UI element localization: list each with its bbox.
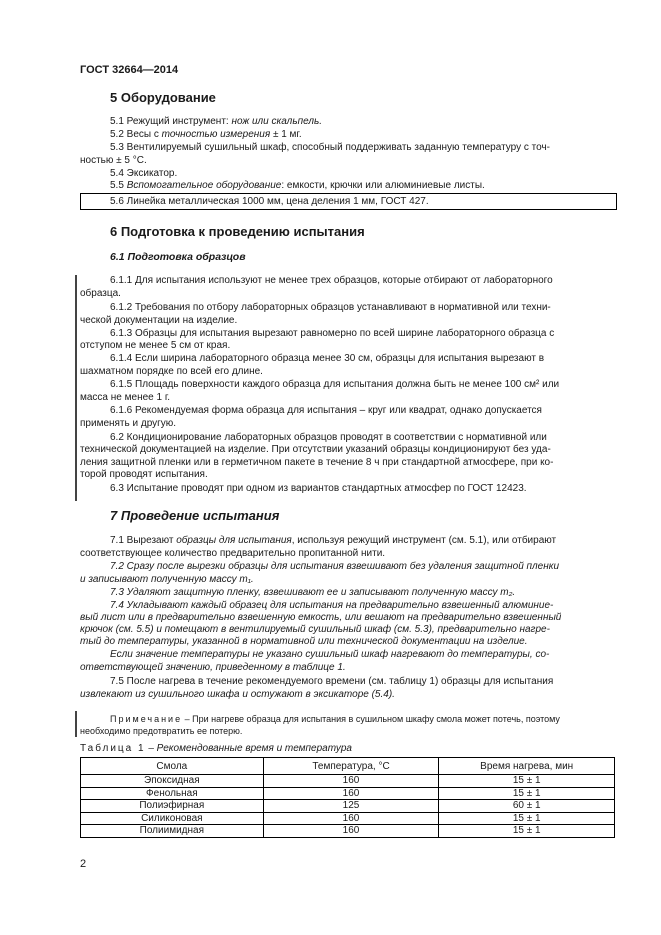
para-6-1-6: 6.1.6 Рекомендуемая форма образца для испытания – круг или квадрат, однако допускается xyxy=(110,405,542,416)
para-7-2-cont: и записывают полученную массу m₁. xyxy=(80,574,254,585)
cell-time: 15 ± 1 xyxy=(439,825,615,838)
header-resin: Смола xyxy=(81,758,264,775)
table-row xyxy=(81,775,615,788)
cell-resin: Полиэфирная xyxy=(81,800,264,813)
para-6-2-l2: технической документацией на изделие. При отсутствии указаний образцы кондиционируют без уда- xyxy=(80,444,551,455)
note-change-bar xyxy=(75,711,77,737)
note: Примечание – При нагреве образца для испытания в сушильном шкафу смола может потечь, поэтому xyxy=(110,714,560,724)
para-6-1-1-cont: образца. xyxy=(80,288,121,299)
para-6-1-5-cont: масса не менее 1 г. xyxy=(80,392,171,403)
table-1 xyxy=(80,757,615,838)
note-cont: необходимо предотвратить ее потерю. xyxy=(80,726,243,736)
cell-time: 60 ± 1 xyxy=(439,800,615,813)
para-6-1-6-cont: применять и другую. xyxy=(80,418,177,429)
para-6-2: 6.2 Кондиционирование лабораторных образцов проводят в соответствии с нормативной или xyxy=(110,432,547,443)
table-row xyxy=(81,787,615,800)
item-5-3-cont: ностью ± 5 °С. xyxy=(80,155,147,166)
para-6-2-l3: ления защитной пленки или в герметичном пакете в течение 8 ч при стандартной атмосфере, при ко- xyxy=(80,457,554,468)
para-6-1-2-cont: ческой документации на изделие. xyxy=(80,315,238,326)
cell-resin: Полиимидная xyxy=(81,825,264,838)
para-6-1-1: 6.1.1 Для испытания используют не менее трех образцов, которые отбирают от лабораторного xyxy=(110,275,553,286)
item-5-3: 5.3 Вентилируемый сушильный шкаф, способный поддерживать заданную температуру с точ- xyxy=(110,142,551,153)
para-7-1: 7.1 Вырезают образцы для испытания, используя режущий инструмент (см. 5.1), или отбирают xyxy=(110,535,557,546)
para-7-5-l2: извлекают из сушильного шкафа и остужают в эксикаторе (5.4). xyxy=(80,689,395,700)
para-7-4-l1: 7.4 Укладывают каждый образец для испытания на предварительно взвешенный алюминие- xyxy=(110,600,554,611)
para-7-1-cont: соответствующее количество предварительно пропитанной нити. xyxy=(80,548,386,559)
table-header-row xyxy=(81,758,615,775)
para-6-1-4-cont: шахматном порядке по всей его длине. xyxy=(80,366,263,377)
cell-time: 15 ± 1 xyxy=(439,812,615,825)
item-5-4: 5.4 Эксикатор. xyxy=(110,168,178,179)
para-6-1-5: 6.1.5 Площадь поверхности каждого образца для испытания должна быть не менее 100 см² или xyxy=(110,379,560,390)
para-7-5-l1: 7.5 После нагрева в течение рекомендуемого времени (см. таблицу 1) образцы для испытания xyxy=(110,676,554,687)
item-5-2: 5.2 Весы с точностью измерения ± 1 мг. xyxy=(110,129,302,140)
para-7-4-l3: крючок (см. 5.5) и помещают в вентилируемый сушильный шкаф (см. 5.3), предварительно нагре- xyxy=(80,624,550,635)
para-7-2: 7.2 Сразу после вырезки образцы для испытания взвешивают без удаления защитной пленки xyxy=(110,561,560,572)
section-6-title: 6 Подготовка к проведению испытания xyxy=(110,224,365,239)
cell-resin: Эпоксидная xyxy=(81,775,264,788)
cell-temperature: 160 xyxy=(263,812,439,825)
item-5-5: 5.5 Вспомогательное оборудование: емкости, крючки или алюминиевые листы. xyxy=(110,180,485,191)
para-6-1-2: 6.1.2 Требования по отбору лабораторных образцов устанавливают в нормативной или техни- xyxy=(110,302,551,313)
para-7-4-l4: тый до температуры, указанной в нормативной или технической документации на изделие. xyxy=(80,636,528,647)
table-caption: Таблица 1 – Рекомендованные время и температура xyxy=(80,743,352,754)
item-5-6-boxed: 5.6 Линейка металлическая 1000 мм, цена деления 1 мм, ГОСТ 427. xyxy=(80,193,617,210)
para-6-1-3-cont: отступом не менее 5 см от края. xyxy=(80,340,231,351)
para-7-3: 7.3 Удаляют защитную пленку, взвешивают ее и записывают полученную массу m₂. xyxy=(110,587,516,598)
para-6-1-4: 6.1.4 Если ширина лабораторного образца менее 30 см, образцы для испытания вырезают в xyxy=(110,353,545,364)
para-6-3: 6.3 Испытание проводят при одном из вариантов стандартных атмосфер по ГОСТ 12423. xyxy=(110,483,527,494)
header-heating-time: Время нагрева, мин xyxy=(439,758,615,775)
table-row xyxy=(81,825,615,838)
cell-resin: Силиконовая xyxy=(81,812,264,825)
para-7-4-b2: ответствующей значению, приведенному в таблице 1. xyxy=(80,662,346,673)
para-7-4-l2: вый лист или в предварительно взвешенную емкость, или вешают на предварительно взвешенный xyxy=(80,612,562,623)
cell-temperature: 160 xyxy=(263,825,439,838)
change-bar xyxy=(75,275,77,501)
document-header: ГОСТ 32664—2014 xyxy=(80,64,179,76)
cell-resin: Фенольная xyxy=(81,787,264,800)
cell-temperature: 125 xyxy=(263,800,439,813)
table-row xyxy=(81,812,615,825)
cell-temperature: 160 xyxy=(263,775,439,788)
cell-temperature: 160 xyxy=(263,787,439,800)
item-5-1: 5.1 Режущий инструмент: нож или скальпель. xyxy=(110,116,322,127)
para-6-1-3: 6.1.3 Образцы для испытания вырезают равномерно по всей ширине лабораторного образца с xyxy=(110,328,555,339)
section-5-title: 5 Оборудование xyxy=(110,90,216,105)
para-6-2-l4: торой проводят испытания. xyxy=(80,469,208,480)
section-7-title: 7 Проведение испытания xyxy=(110,508,280,523)
para-7-4-b1: Если значение температуры не указано сушильный шкаф нагревают до температуры, со- xyxy=(110,649,550,660)
header-temperature: Температура, °С xyxy=(263,758,439,775)
table-row xyxy=(81,800,615,813)
cell-time: 15 ± 1 xyxy=(439,787,615,800)
section-6-1-subtitle: 6.1 Подготовка образцов xyxy=(110,251,246,263)
page-number: 2 xyxy=(80,858,87,870)
cell-time: 15 ± 1 xyxy=(439,775,615,788)
